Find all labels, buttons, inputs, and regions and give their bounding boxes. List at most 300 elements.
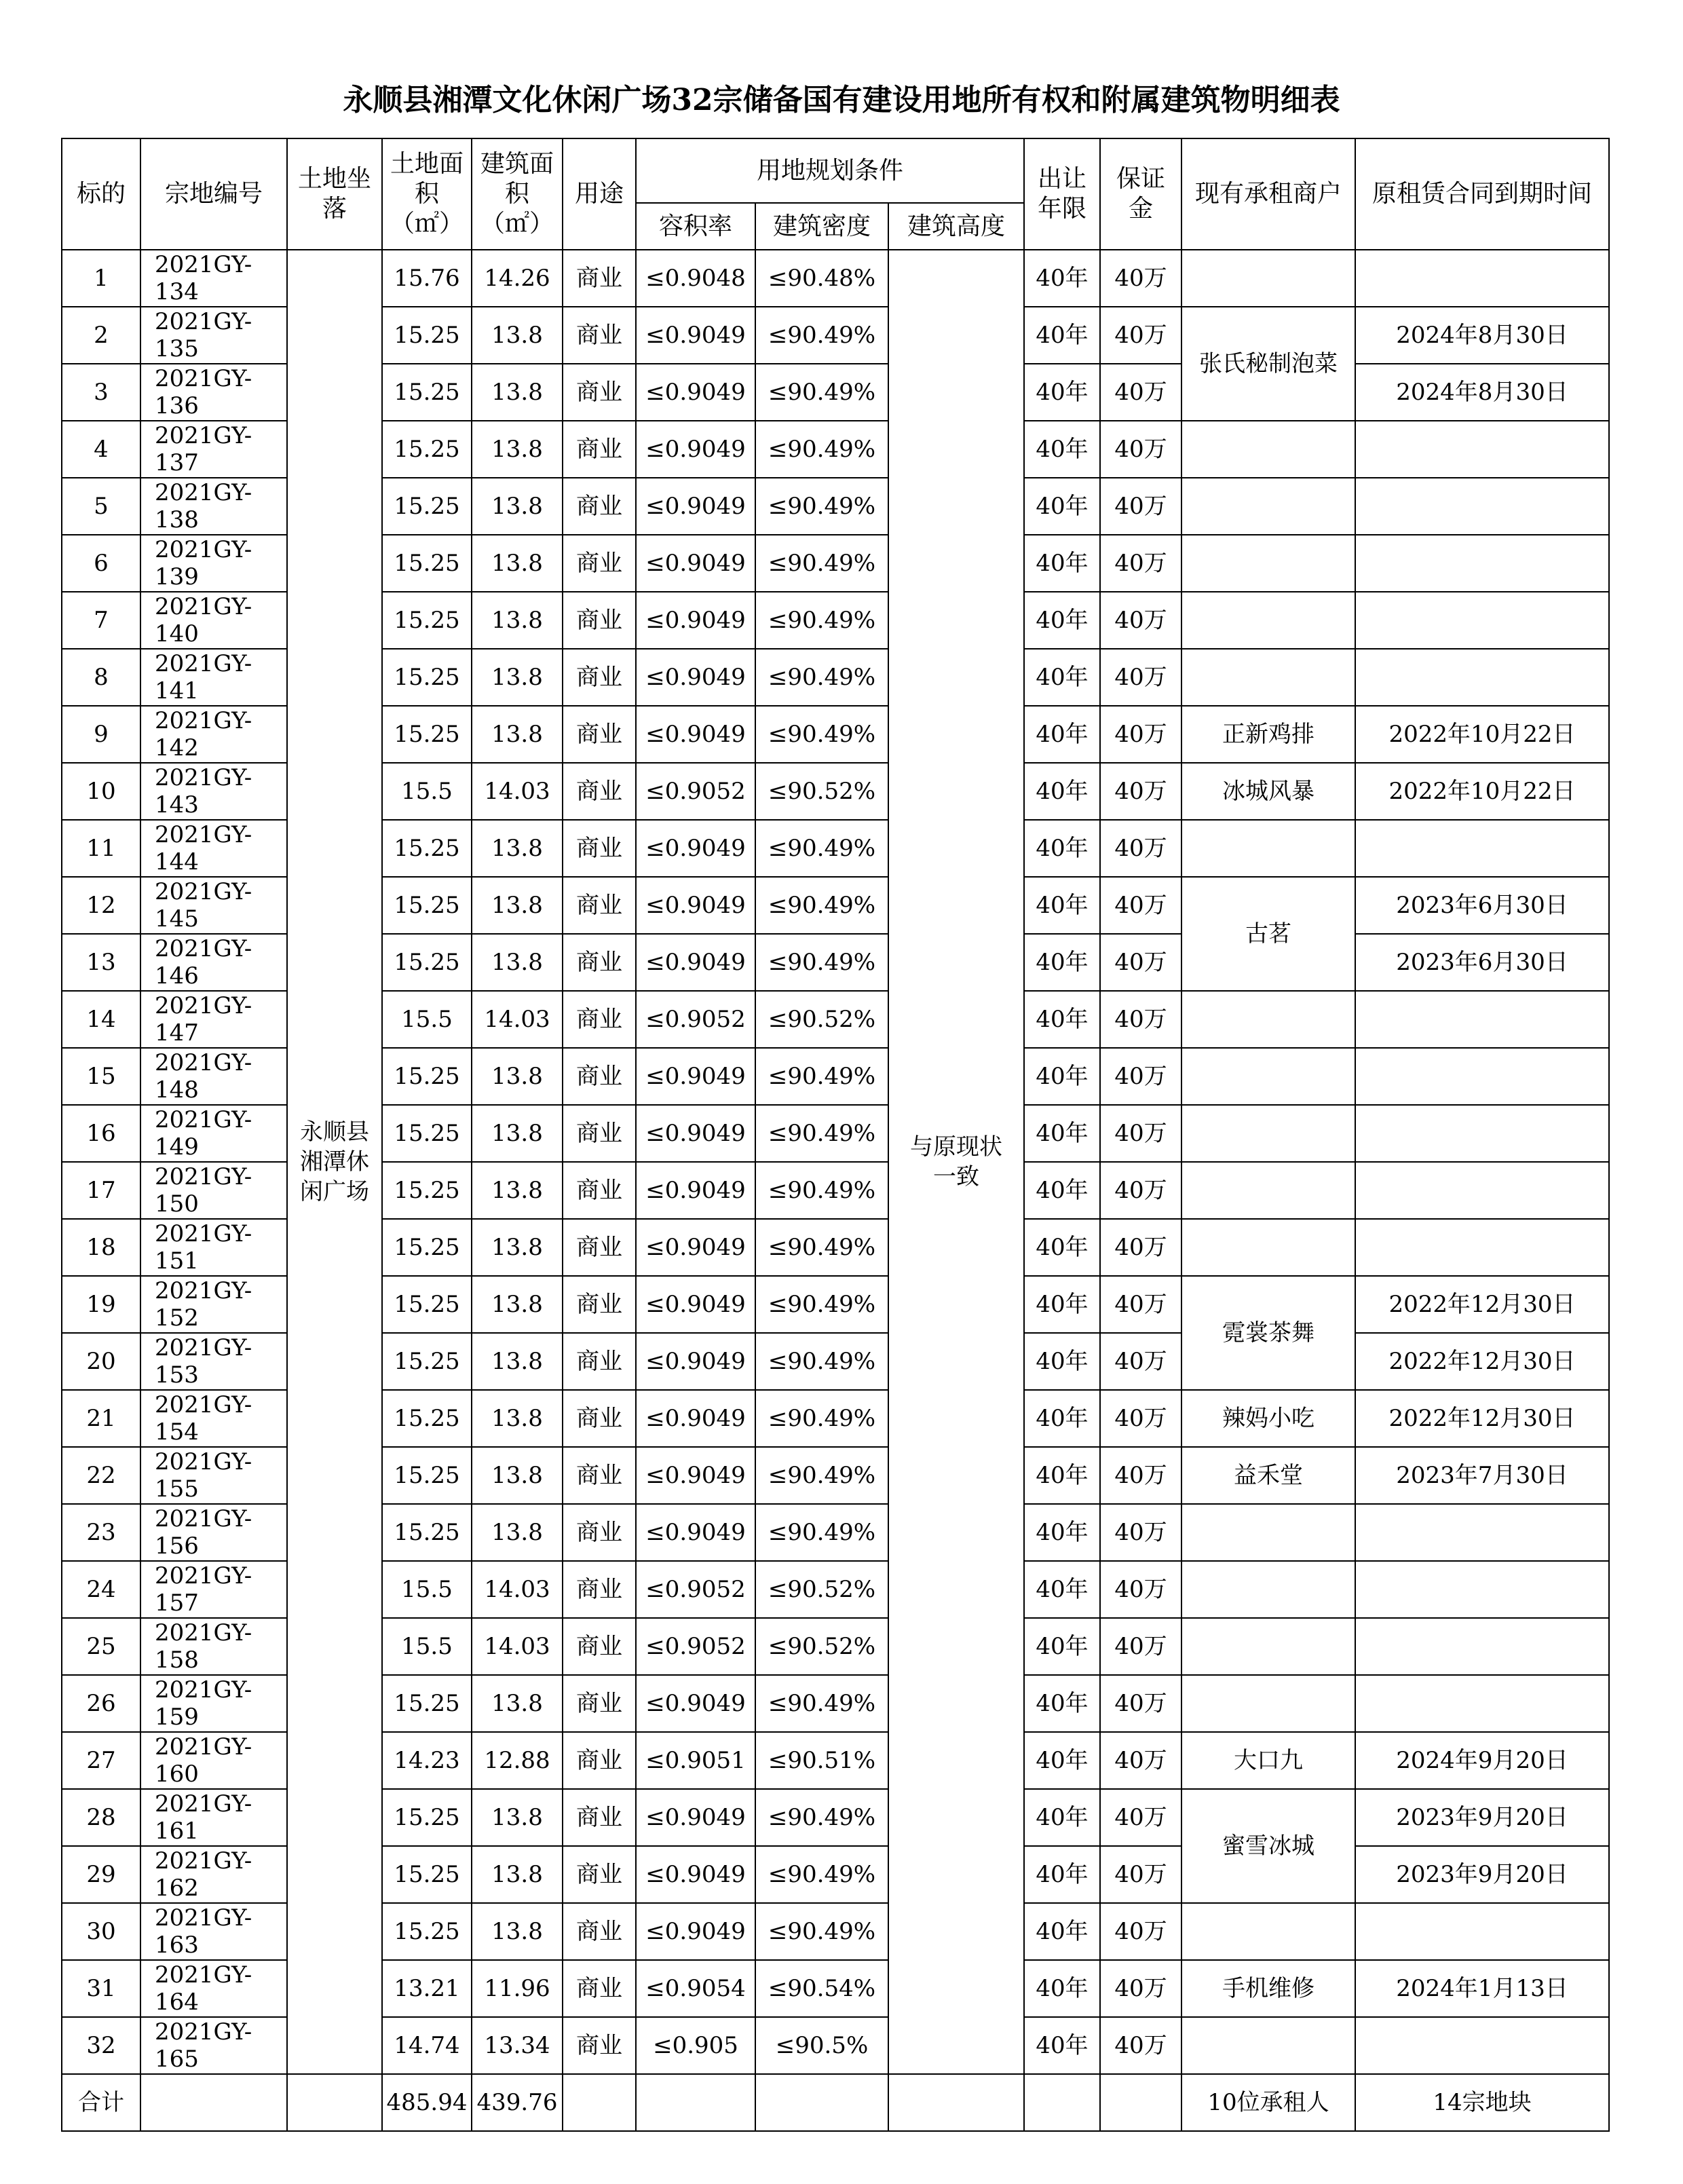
lease-expiry xyxy=(1355,1048,1609,1105)
building-area: 13.8 xyxy=(472,592,563,649)
land-use: 商业 xyxy=(563,1960,636,2017)
building-density: ≤90.49% xyxy=(755,1447,888,1504)
parcel-code: 2021GY-162 xyxy=(140,1846,287,1903)
building-density: ≤90.49% xyxy=(755,1276,888,1333)
land-area: 15.5 xyxy=(382,1561,472,1618)
total-land-area: 485.94 xyxy=(382,2074,472,2131)
tenant-name xyxy=(1181,2017,1355,2074)
parcel-code: 2021GY-136 xyxy=(140,364,287,421)
land-area: 15.25 xyxy=(382,934,472,991)
header-expiry: 原租赁合同到期时间 xyxy=(1355,138,1609,250)
deposit: 40万 xyxy=(1100,1447,1181,1504)
lease-expiry xyxy=(1355,1504,1609,1561)
building-area: 13.8 xyxy=(472,1048,563,1105)
deposit: 40万 xyxy=(1100,535,1181,592)
land-use: 商业 xyxy=(563,1789,636,1846)
transfer-term: 40年 xyxy=(1024,421,1100,478)
land-area: 15.25 xyxy=(382,1447,472,1504)
transfer-term: 40年 xyxy=(1024,1960,1100,2017)
parcel-code: 2021GY-153 xyxy=(140,1333,287,1390)
floor-area-ratio: ≤0.9052 xyxy=(636,1618,755,1675)
deposit: 40万 xyxy=(1100,991,1181,1048)
row-number: 4 xyxy=(62,421,140,478)
land-area: 15.25 xyxy=(382,535,472,592)
land-area: 15.25 xyxy=(382,1846,472,1903)
lease-expiry xyxy=(1355,421,1609,478)
building-density: ≤90.48% xyxy=(755,250,888,307)
building-area: 13.8 xyxy=(472,478,563,535)
lease-expiry: 2023年6月30日 xyxy=(1355,934,1609,991)
parcel-code: 2021GY-154 xyxy=(140,1390,287,1447)
land-area: 15.25 xyxy=(382,1162,472,1219)
building-density: ≤90.49% xyxy=(755,307,888,364)
page-title: 永顺县湘潭文化休闲广场32宗储备国有建设用地所有权和附属建筑物明细表 xyxy=(343,83,1340,117)
parcel-code: 2021GY-141 xyxy=(140,649,287,706)
tenant-name xyxy=(1181,592,1355,649)
tenant-name: 大口九 xyxy=(1181,1732,1355,1789)
tenant-name: 霓裳茶舞 xyxy=(1181,1276,1355,1390)
land-use: 商业 xyxy=(563,1333,636,1390)
lease-expiry: 2022年12月30日 xyxy=(1355,1333,1609,1390)
total-empty-term xyxy=(1024,2074,1100,2131)
building-area: 13.8 xyxy=(472,1789,563,1846)
tenant-name xyxy=(1181,1618,1355,1675)
land-use: 商业 xyxy=(563,1675,636,1732)
tenant-name xyxy=(1181,1105,1355,1162)
transfer-term: 40年 xyxy=(1024,307,1100,364)
land-area: 15.25 xyxy=(382,1105,472,1162)
tenant-name xyxy=(1181,1561,1355,1618)
row-number: 30 xyxy=(62,1903,140,1960)
deposit: 40万 xyxy=(1100,820,1181,877)
land-use: 商业 xyxy=(563,1618,636,1675)
floor-area-ratio: ≤0.9049 xyxy=(636,535,755,592)
building-density: ≤90.49% xyxy=(755,1789,888,1846)
transfer-term: 40年 xyxy=(1024,1675,1100,1732)
building-density: ≤90.49% xyxy=(755,706,888,763)
deposit: 40万 xyxy=(1100,877,1181,934)
total-empty-height xyxy=(888,2074,1024,2131)
tenant-name xyxy=(1181,1504,1355,1561)
transfer-term: 40年 xyxy=(1024,535,1100,592)
lease-expiry: 2024年8月30日 xyxy=(1355,364,1609,421)
deposit: 40万 xyxy=(1100,1903,1181,1960)
land-area: 15.25 xyxy=(382,1789,472,1846)
lease-expiry: 2024年1月13日 xyxy=(1355,1960,1609,2017)
deposit: 40万 xyxy=(1100,1732,1181,1789)
deposit: 40万 xyxy=(1100,592,1181,649)
floor-area-ratio: ≤0.9049 xyxy=(636,1789,755,1846)
floor-area-ratio: ≤0.9052 xyxy=(636,991,755,1048)
building-area: 13.8 xyxy=(472,1105,563,1162)
deposit: 40万 xyxy=(1100,1390,1181,1447)
transfer-term: 40年 xyxy=(1024,1447,1100,1504)
building-area: 13.34 xyxy=(472,2017,563,2074)
parcel-code: 2021GY-137 xyxy=(140,421,287,478)
transfer-term: 40年 xyxy=(1024,934,1100,991)
total-parcels: 14宗地块 xyxy=(1355,2074,1609,2131)
row-number: 2 xyxy=(62,307,140,364)
land-area: 15.25 xyxy=(382,649,472,706)
transfer-term: 40年 xyxy=(1024,820,1100,877)
floor-area-ratio: ≤0.9049 xyxy=(636,1048,755,1105)
land-use: 商业 xyxy=(563,763,636,820)
transfer-term: 40年 xyxy=(1024,706,1100,763)
header-code: 宗地编号 xyxy=(140,138,287,250)
tenant-name xyxy=(1181,820,1355,877)
row-number: 6 xyxy=(62,535,140,592)
land-use: 商业 xyxy=(563,877,636,934)
parcel-code: 2021GY-163 xyxy=(140,1903,287,1960)
row-number: 3 xyxy=(62,364,140,421)
land-use: 商业 xyxy=(563,1846,636,1903)
deposit: 40万 xyxy=(1100,1618,1181,1675)
land-area: 15.25 xyxy=(382,1219,472,1276)
transfer-term: 40年 xyxy=(1024,1390,1100,1447)
table-row xyxy=(62,250,1609,307)
total-empty-use xyxy=(563,2074,636,2131)
parcel-code: 2021GY-161 xyxy=(140,1789,287,1846)
parcel-code: 2021GY-158 xyxy=(140,1618,287,1675)
header-density: 建筑密度 xyxy=(755,203,888,250)
row-number: 22 xyxy=(62,1447,140,1504)
parcel-code: 2021GY-135 xyxy=(140,307,287,364)
transfer-term: 40年 xyxy=(1024,877,1100,934)
lease-expiry xyxy=(1355,592,1609,649)
deposit: 40万 xyxy=(1100,307,1181,364)
land-use: 商业 xyxy=(563,649,636,706)
deposit: 40万 xyxy=(1100,478,1181,535)
row-number: 16 xyxy=(62,1105,140,1162)
land-area: 15.25 xyxy=(382,1903,472,1960)
transfer-term: 40年 xyxy=(1024,592,1100,649)
building-density: ≤90.49% xyxy=(755,592,888,649)
lease-expiry: 2022年12月30日 xyxy=(1355,1276,1609,1333)
deposit: 40万 xyxy=(1100,934,1181,991)
building-area: 13.8 xyxy=(472,535,563,592)
row-number: 8 xyxy=(62,649,140,706)
floor-area-ratio: ≤0.9049 xyxy=(636,1105,755,1162)
building-area: 11.96 xyxy=(472,1960,563,2017)
tenant-name xyxy=(1181,478,1355,535)
transfer-term: 40年 xyxy=(1024,1846,1100,1903)
deposit: 40万 xyxy=(1100,250,1181,307)
tenant-name: 古茗 xyxy=(1181,877,1355,991)
building-area: 13.8 xyxy=(472,877,563,934)
deposit: 40万 xyxy=(1100,364,1181,421)
land-use: 商业 xyxy=(563,1048,636,1105)
parcel-code: 2021GY-140 xyxy=(140,592,287,649)
land-area: 15.25 xyxy=(382,421,472,478)
deposit: 40万 xyxy=(1100,1504,1181,1561)
floor-area-ratio: ≤0.9049 xyxy=(636,1390,755,1447)
building-area: 13.8 xyxy=(472,1447,563,1504)
land-use: 商业 xyxy=(563,2017,636,2074)
row-number: 18 xyxy=(62,1219,140,1276)
land-area: 15.25 xyxy=(382,706,472,763)
parcel-code: 2021GY-165 xyxy=(140,2017,287,2074)
floor-area-ratio: ≤0.9052 xyxy=(636,1561,755,1618)
transfer-term: 40年 xyxy=(1024,250,1100,307)
lease-expiry: 2024年9月20日 xyxy=(1355,1732,1609,1789)
header-location: 土地坐落 xyxy=(287,138,382,250)
building-area: 13.8 xyxy=(472,1276,563,1333)
building-density: ≤90.49% xyxy=(755,820,888,877)
header-build-area: 建筑面积（㎡） xyxy=(472,138,563,250)
building-area: 13.8 xyxy=(472,307,563,364)
total-empty-far xyxy=(636,2074,755,2131)
row-number: 26 xyxy=(62,1675,140,1732)
land-area: 13.21 xyxy=(382,1960,472,2017)
lease-expiry: 2022年10月22日 xyxy=(1355,763,1609,820)
parcel-code: 2021GY-151 xyxy=(140,1219,287,1276)
transfer-term: 40年 xyxy=(1024,1162,1100,1219)
land-use: 商业 xyxy=(563,421,636,478)
parcel-code: 2021GY-145 xyxy=(140,877,287,934)
deposit: 40万 xyxy=(1100,1048,1181,1105)
floor-area-ratio: ≤0.9049 xyxy=(636,1219,755,1276)
parcel-code: 2021GY-157 xyxy=(140,1561,287,1618)
height-cell: 与原现状一致 xyxy=(888,250,1024,2074)
building-area: 13.8 xyxy=(472,1675,563,1732)
transfer-term: 40年 xyxy=(1024,1048,1100,1105)
building-area: 14.03 xyxy=(472,1561,563,1618)
land-area: 15.76 xyxy=(382,250,472,307)
building-area: 13.8 xyxy=(472,934,563,991)
deposit: 40万 xyxy=(1100,1561,1181,1618)
transfer-term: 40年 xyxy=(1024,1561,1100,1618)
row-number: 14 xyxy=(62,991,140,1048)
land-area: 15.25 xyxy=(382,820,472,877)
parcel-code: 2021GY-159 xyxy=(140,1675,287,1732)
building-density: ≤90.5% xyxy=(755,2017,888,2074)
lease-expiry xyxy=(1355,649,1609,706)
floor-area-ratio: ≤0.9049 xyxy=(636,307,755,364)
tenant-name: 益禾堂 xyxy=(1181,1447,1355,1504)
tenant-name: 冰城风暴 xyxy=(1181,763,1355,820)
parcel-code: 2021GY-149 xyxy=(140,1105,287,1162)
lease-expiry xyxy=(1355,1903,1609,1960)
parcel-code: 2021GY-164 xyxy=(140,1960,287,2017)
floor-area-ratio: ≤0.9052 xyxy=(636,763,755,820)
land-use: 商业 xyxy=(563,1732,636,1789)
tenant-name xyxy=(1181,991,1355,1048)
deposit: 40万 xyxy=(1100,1789,1181,1846)
floor-area-ratio: ≤0.9049 xyxy=(636,1276,755,1333)
row-number: 17 xyxy=(62,1162,140,1219)
lease-expiry xyxy=(1355,991,1609,1048)
header-tenant: 现有承租商户 xyxy=(1181,138,1355,250)
parcel-code: 2021GY-139 xyxy=(140,535,287,592)
land-use: 商业 xyxy=(563,1447,636,1504)
header-term: 出让年限 xyxy=(1024,138,1100,250)
row-number: 10 xyxy=(62,763,140,820)
deposit: 40万 xyxy=(1100,2017,1181,2074)
row-number: 5 xyxy=(62,478,140,535)
deposit: 40万 xyxy=(1100,1333,1181,1390)
floor-area-ratio: ≤0.9049 xyxy=(636,1846,755,1903)
row-number: 9 xyxy=(62,706,140,763)
transfer-term: 40年 xyxy=(1024,1105,1100,1162)
building-density: ≤90.49% xyxy=(755,1162,888,1219)
parcel-code: 2021GY-144 xyxy=(140,820,287,877)
tenant-name xyxy=(1181,1903,1355,1960)
tenant-name xyxy=(1181,1162,1355,1219)
building-density: ≤90.49% xyxy=(755,364,888,421)
land-area: 14.23 xyxy=(382,1732,472,1789)
transfer-term: 40年 xyxy=(1024,991,1100,1048)
building-area: 13.8 xyxy=(472,1219,563,1276)
land-use: 商业 xyxy=(563,307,636,364)
row-number: 25 xyxy=(62,1618,140,1675)
floor-area-ratio: ≤0.9049 xyxy=(636,877,755,934)
transfer-term: 40年 xyxy=(1024,1732,1100,1789)
lease-expiry xyxy=(1355,535,1609,592)
header-use: 用途 xyxy=(563,138,636,250)
row-number: 7 xyxy=(62,592,140,649)
row-number: 27 xyxy=(62,1732,140,1789)
floor-area-ratio: ≤0.9049 xyxy=(636,478,755,535)
header-planning: 用地规划条件 xyxy=(636,138,1024,203)
transfer-term: 40年 xyxy=(1024,1789,1100,1846)
row-number: 13 xyxy=(62,934,140,991)
land-use: 商业 xyxy=(563,1903,636,1960)
deposit: 40万 xyxy=(1100,1219,1181,1276)
building-area: 13.8 xyxy=(472,1504,563,1561)
parcel-code: 2021GY-146 xyxy=(140,934,287,991)
building-area: 13.8 xyxy=(472,820,563,877)
deposit: 40万 xyxy=(1100,1162,1181,1219)
tenant-name xyxy=(1181,649,1355,706)
row-number: 32 xyxy=(62,2017,140,2074)
floor-area-ratio: ≤0.9049 xyxy=(636,1333,755,1390)
building-density: ≤90.49% xyxy=(755,535,888,592)
parcel-code: 2021GY-148 xyxy=(140,1048,287,1105)
tenant-name: 手机维修 xyxy=(1181,1960,1355,2017)
total-row xyxy=(62,2074,1609,2131)
tenant-name: 蜜雪冰城 xyxy=(1181,1789,1355,1903)
transfer-term: 40年 xyxy=(1024,1903,1100,1960)
land-area: 15.25 xyxy=(382,877,472,934)
tenant-name: 辣妈小吃 xyxy=(1181,1390,1355,1447)
land-use: 商业 xyxy=(563,1390,636,1447)
header-deposit: 保证金 xyxy=(1100,138,1181,250)
parcel-code: 2021GY-155 xyxy=(140,1447,287,1504)
lease-expiry xyxy=(1355,478,1609,535)
building-density: ≤90.49% xyxy=(755,1675,888,1732)
deposit: 40万 xyxy=(1100,1675,1181,1732)
parcel-code: 2021GY-152 xyxy=(140,1276,287,1333)
building-density: ≤90.49% xyxy=(755,1846,888,1903)
land-use: 商业 xyxy=(563,364,636,421)
building-area: 13.8 xyxy=(472,1390,563,1447)
tenant-name: 张氏秘制泡菜 xyxy=(1181,307,1355,421)
deposit: 40万 xyxy=(1100,763,1181,820)
lease-expiry: 2022年10月22日 xyxy=(1355,706,1609,763)
land-area: 15.25 xyxy=(382,364,472,421)
land-use: 商业 xyxy=(563,991,636,1048)
building-density: ≤90.52% xyxy=(755,1618,888,1675)
land-area: 15.25 xyxy=(382,307,472,364)
total-label: 合计 xyxy=(62,2074,140,2131)
lease-expiry xyxy=(1355,1219,1609,1276)
building-area: 14.03 xyxy=(472,1618,563,1675)
land-use: 商业 xyxy=(563,592,636,649)
building-area: 13.8 xyxy=(472,421,563,478)
building-area: 13.8 xyxy=(472,1162,563,1219)
land-area: 15.25 xyxy=(382,592,472,649)
tenant-name xyxy=(1181,535,1355,592)
transfer-term: 40年 xyxy=(1024,1504,1100,1561)
row-number: 20 xyxy=(62,1333,140,1390)
floor-area-ratio: ≤0.9049 xyxy=(636,1675,755,1732)
header-far: 容积率 xyxy=(636,203,755,250)
transfer-term: 40年 xyxy=(1024,2017,1100,2074)
deposit: 40万 xyxy=(1100,1105,1181,1162)
total-empty-deposit xyxy=(1100,2074,1181,2131)
parcel-code: 2021GY-134 xyxy=(140,250,287,307)
building-density: ≤90.49% xyxy=(755,1048,888,1105)
land-use: 商业 xyxy=(563,1162,636,1219)
land-use: 商业 xyxy=(563,1276,636,1333)
building-density: ≤90.52% xyxy=(755,763,888,820)
lease-expiry: 2023年7月30日 xyxy=(1355,1447,1609,1504)
total-building-area: 439.76 xyxy=(472,2074,563,2131)
lease-expiry: 2023年9月20日 xyxy=(1355,1789,1609,1846)
floor-area-ratio: ≤0.9049 xyxy=(636,820,755,877)
building-density: ≤90.49% xyxy=(755,934,888,991)
row-number: 12 xyxy=(62,877,140,934)
tenant-name xyxy=(1181,1675,1355,1732)
land-area: 15.25 xyxy=(382,1504,472,1561)
deposit: 40万 xyxy=(1100,1846,1181,1903)
lease-expiry: 2023年6月30日 xyxy=(1355,877,1609,934)
floor-area-ratio: ≤0.9049 xyxy=(636,1162,755,1219)
land-use: 商业 xyxy=(563,1561,636,1618)
building-area: 12.88 xyxy=(472,1732,563,1789)
header-no: 标的 xyxy=(62,138,140,250)
building-density: ≤90.49% xyxy=(755,1903,888,1960)
building-density: ≤90.52% xyxy=(755,991,888,1048)
land-area: 15.25 xyxy=(382,1390,472,1447)
total-tenants: 10位承租人 xyxy=(1181,2074,1355,2131)
building-area: 14.03 xyxy=(472,763,563,820)
parcel-code: 2021GY-143 xyxy=(140,763,287,820)
lease-expiry: 2023年9月20日 xyxy=(1355,1846,1609,1903)
transfer-term: 40年 xyxy=(1024,1333,1100,1390)
floor-area-ratio: ≤0.9049 xyxy=(636,706,755,763)
transfer-term: 40年 xyxy=(1024,649,1100,706)
row-number: 1 xyxy=(62,250,140,307)
lease-expiry xyxy=(1355,1105,1609,1162)
parcel-code: 2021GY-138 xyxy=(140,478,287,535)
tenant-name xyxy=(1181,250,1355,307)
transfer-term: 40年 xyxy=(1024,1276,1100,1333)
floor-area-ratio: ≤0.9051 xyxy=(636,1732,755,1789)
building-density: ≤90.52% xyxy=(755,1561,888,1618)
row-number: 23 xyxy=(62,1504,140,1561)
deposit: 40万 xyxy=(1100,1960,1181,2017)
lease-expiry xyxy=(1355,1618,1609,1675)
parcel-code: 2021GY-150 xyxy=(140,1162,287,1219)
land-area: 15.5 xyxy=(382,1618,472,1675)
tenant-name xyxy=(1181,1048,1355,1105)
transfer-term: 40年 xyxy=(1024,763,1100,820)
row-number: 15 xyxy=(62,1048,140,1105)
row-number: 31 xyxy=(62,1960,140,2017)
deposit: 40万 xyxy=(1100,706,1181,763)
total-empty-density xyxy=(755,2074,888,2131)
